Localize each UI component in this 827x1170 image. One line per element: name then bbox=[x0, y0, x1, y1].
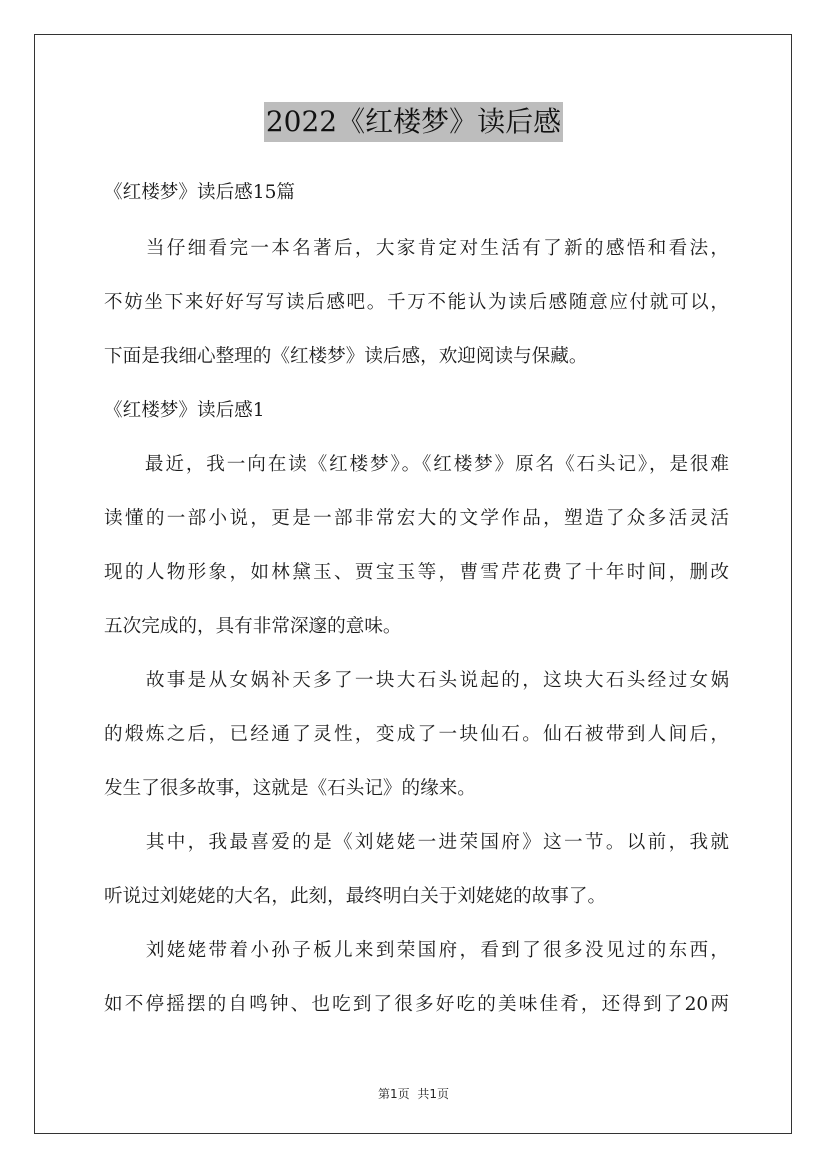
para4-line-1: 刘姥姥带着小孙子板儿来到荣国府，看到了很多没见过的东西， bbox=[104, 940, 729, 961]
para1-line-4: 五次完成的，具有非常深邃的意味。 bbox=[104, 616, 402, 637]
para2-line-2: 的煅炼之后，已经通了灵性，变成了一块仙石。仙石被带到人间后， bbox=[104, 724, 729, 745]
intro-line-2: 不妨坐下来好好写写读后感吧。千万不能认为读后感随意应付就可以， bbox=[104, 292, 729, 313]
title-container bbox=[0, 102, 827, 142]
intro-line-1: 当仔细看完一本名著后，大家肯定对生活有了新的感悟和看法， bbox=[104, 238, 729, 259]
para1-line-2: 读懂的一部小说，更是一部非常宏大的文学作品，塑造了众多活灵活 bbox=[104, 508, 729, 529]
section-heading: 《红楼梦》读后感1 bbox=[104, 400, 265, 421]
page-footer bbox=[0, 1085, 827, 1102]
para1-line-3: 现的人物形象，如林黛玉、贾宝玉等，曹雪芹花费了十年时间，删改 bbox=[104, 562, 729, 583]
intro-line-3: 下面是我细心整理的《红楼梦》读后感，欢迎阅读与保藏。 bbox=[104, 346, 588, 367]
para2-line-1: 故事是从女娲补天多了一块大石头说起的，这块大石头经过女娲 bbox=[104, 670, 729, 691]
para3-line-1: 其中，我最喜爱的是《刘姥姥一进荣国府》这一节。以前，我就 bbox=[104, 832, 729, 853]
document-title: 2022《红楼梦》读后感 bbox=[264, 102, 563, 142]
page-total: 共1页 bbox=[417, 1087, 450, 1101]
para1-line-1: 最近，我一向在读《红楼梦》。《红楼梦》原名《石头记》，是很难 bbox=[104, 454, 729, 475]
document-heading: 《红楼梦》读后感15篇 bbox=[104, 182, 296, 203]
para3-line-2: 听说过刘姥姥的大名，此刻，最终明白关于刘姥姥的故事了。 bbox=[104, 886, 607, 907]
para2-line-3: 发生了很多故事，这就是《石头记》的缘来。 bbox=[104, 778, 476, 799]
page-number: 第1页 bbox=[377, 1087, 410, 1101]
para4-line-2: 如不停摇摆的自鸣钟、也吃到了很多好吃的美味佳肴，还得到了20两 bbox=[104, 994, 729, 1015]
